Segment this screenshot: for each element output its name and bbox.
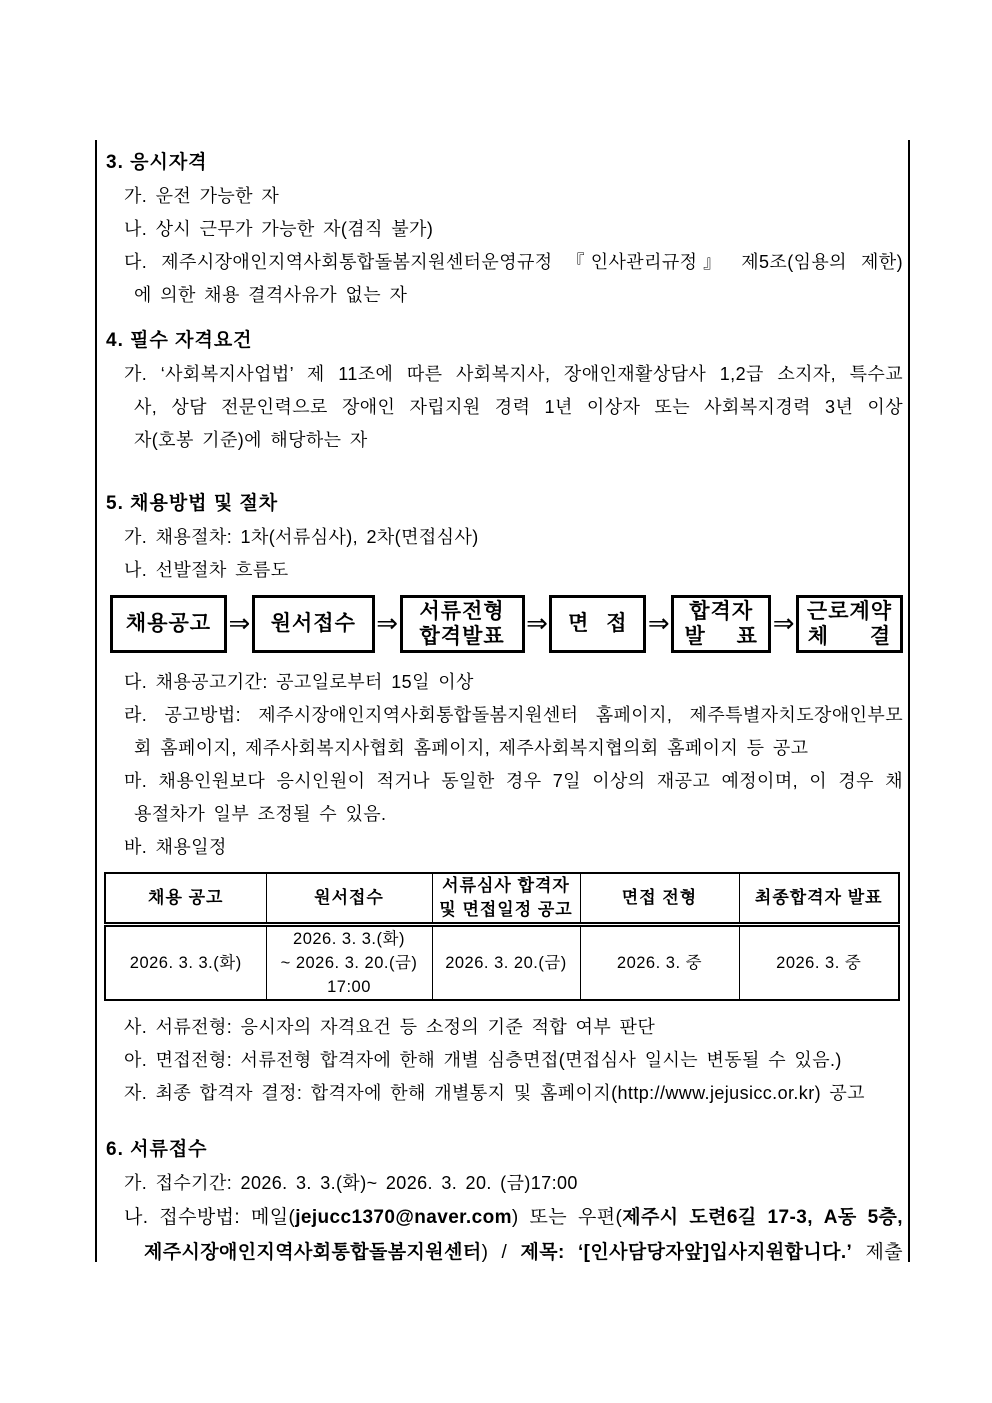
flow-step-label: 채용공고 xyxy=(125,612,212,635)
table-header-cell xyxy=(432,873,580,925)
text-line: 마. 채용인원보다 응시인원이 적거나 동일한 경우 7일 이상의 재공고 예정이며, 이 경우 채 xyxy=(124,771,903,791)
recruitment-flowchart xyxy=(110,595,903,653)
table-header-row xyxy=(105,873,899,925)
arrow-right-icon: ⇒ xyxy=(228,609,251,639)
arrow-right-icon: ⇒ xyxy=(772,609,795,639)
cell-line: 2026. 3. 3.(화) xyxy=(129,954,242,972)
header-line: 및 면접일정 공고 xyxy=(439,900,573,919)
section-4-heading: 4. 필수 자격요건 xyxy=(106,330,253,351)
flow-step-label: 원서접수 xyxy=(270,612,356,635)
list-item xyxy=(124,521,903,554)
table-cell xyxy=(266,925,432,1001)
text-line: 사, 상담 전문인력으로 장애인 자립지원 경력 1년 이상자 또는 사회복지경력 3년 이상 xyxy=(134,397,903,417)
text-line: 다. 채용공고기간: 공고일로부터 15일 이상 xyxy=(124,672,474,692)
text-line: 라. 공고방법: 제주시장애인지역사회통합돌봄지원센터 홈페이지, 제주특별자치도장애인부모 xyxy=(124,705,903,725)
text-line: 자. 최종 합격자 결정: 합격자에 한해 개별통지 및 홈페이지(http://www.jejusicc.or.kr) 공고 xyxy=(124,1083,865,1103)
list-item xyxy=(124,666,903,699)
cell-line: 17:00 xyxy=(327,978,371,996)
flow-step-label: 면 접 xyxy=(568,612,628,635)
text-line: 나. 선발절차 흐름도 xyxy=(124,560,289,580)
section-3-heading: 3. 응시자격 xyxy=(106,152,208,173)
text-segment: ) 또는 우편( xyxy=(511,1207,623,1228)
text-line: 용절차가 일부 조정될 수 있음. xyxy=(134,804,387,824)
flow-step-document-screening xyxy=(400,595,525,653)
email-address: jejucc1370@naver.com xyxy=(295,1207,512,1228)
text-line: 가. 운전 가능한 자 xyxy=(124,186,280,206)
table-header-cell xyxy=(580,873,739,925)
text-line: 나. 상시 근무가 가능한 자(겸직 불가) xyxy=(124,219,434,239)
text-line: 다. 제주시장애인지역사회통합돌봄지원센터운영규정 『인사관리규정』 제5조(임용의 제한) xyxy=(124,252,903,272)
list-item xyxy=(124,1044,903,1077)
text-segment: ) / xyxy=(481,1242,521,1263)
list-item xyxy=(124,1077,903,1110)
header-line: 최종합격자 발표 xyxy=(754,888,883,907)
flow-step-application xyxy=(252,595,375,653)
list-item xyxy=(124,1011,903,1044)
flow-step-label: 서류전형 xyxy=(419,600,505,623)
flow-step-job-posting xyxy=(110,595,227,653)
text-line xyxy=(144,1235,903,1270)
text-line: 아. 면접전형: 서류전형 합격자에 한해 개별 심층면접(면접심사 일시는 변동될 수 있음.) xyxy=(124,1050,842,1070)
table-cell xyxy=(432,925,580,1001)
list-item xyxy=(124,358,903,457)
flow-step-interview xyxy=(549,595,646,653)
text-segment: 나. 접수방법: 메일( xyxy=(124,1207,296,1228)
table-header-cell xyxy=(266,873,432,925)
table-row xyxy=(105,925,899,1001)
email-subject: 제목: ‘[인사담당자앞]입사지원합니다.’ xyxy=(520,1242,853,1263)
table-cell xyxy=(105,925,266,1001)
text-line: 회 홈페이지, 제주사회복지사협회 홈페이지, 제주사회복지협의회 홈페이지 등 공고 xyxy=(134,738,809,758)
flow-step-pass-announcement xyxy=(671,595,771,653)
text-line: 사. 서류전형: 응시자의 자격요건 등 소정의 기준 적합 여부 판단 xyxy=(124,1017,656,1037)
list-item xyxy=(124,246,903,312)
list-item xyxy=(124,180,903,213)
cell-line: 2026. 3. 20.(금) xyxy=(445,954,567,972)
arrow-right-icon: ⇒ xyxy=(647,609,670,639)
list-item xyxy=(124,213,903,246)
table-cell xyxy=(580,925,739,1001)
postal-address: 제주시 도련6길 17-3, A동 5층, xyxy=(622,1207,903,1228)
text-line xyxy=(124,1200,903,1235)
text-line: 바. 채용일정 xyxy=(124,837,227,857)
header-line: 서류심사 합격자 xyxy=(442,876,570,895)
text-line: 가. ‘사회복지사업법’ 제 11조에 따른 사회복지사, 장애인재활상담사 1,2급 소지자, 특수교 xyxy=(124,364,903,384)
list-item xyxy=(124,765,903,831)
header-line: 원서접수 xyxy=(314,888,384,907)
flow-step-contract xyxy=(796,595,903,653)
cell-line: 2026. 3. 3.(화) xyxy=(293,930,405,948)
table-cell xyxy=(739,925,899,1001)
list-item xyxy=(124,1200,903,1270)
list-item xyxy=(124,831,903,864)
list-item xyxy=(124,1167,903,1200)
cell-line: ~ 2026. 3. 20.(금) xyxy=(280,954,418,972)
cell-line: 2026. 3. 중 xyxy=(776,954,862,972)
list-item xyxy=(124,699,903,765)
section-5-heading: 5. 채용방법 및 절차 xyxy=(106,493,279,514)
section-6-heading: 6. 서류접수 xyxy=(106,1139,208,1160)
flow-step-label: 합격발표 xyxy=(419,625,505,648)
postal-address: 제주시장애인지역사회통합돌봄지원센터 xyxy=(144,1242,482,1263)
text-line: 에 의한 채용 결격사유가 없는 자 xyxy=(134,285,408,305)
flow-step-label: 체 결 xyxy=(807,625,892,648)
list-item xyxy=(124,554,903,587)
schedule-table xyxy=(104,872,900,1001)
flow-step-label: 발 표 xyxy=(684,625,758,648)
page-border-right xyxy=(908,140,910,1262)
flow-step-label: 근로계약 xyxy=(806,600,893,623)
document-body xyxy=(97,140,906,1270)
header-line: 면접 전형 xyxy=(621,888,698,907)
header-line: 채용 공고 xyxy=(148,888,224,907)
text-line: 가. 접수기간: 2026. 3. 3.(화)~ 2026. 3. 20. (금)17:00 xyxy=(124,1173,578,1193)
text-line: 자(호봉 기준)에 해당하는 자 xyxy=(134,430,368,450)
arrow-right-icon: ⇒ xyxy=(526,609,548,639)
arrow-right-icon: ⇒ xyxy=(376,609,399,639)
table-header-cell xyxy=(105,873,266,925)
flow-step-label: 합격자 xyxy=(689,600,754,623)
text-segment: 제출 xyxy=(852,1242,903,1263)
cell-line: 2026. 3. 중 xyxy=(616,954,703,972)
text-line: 가. 채용절차: 1차(서류심사), 2차(면접심사) xyxy=(124,527,479,547)
table-header-cell xyxy=(739,873,899,925)
